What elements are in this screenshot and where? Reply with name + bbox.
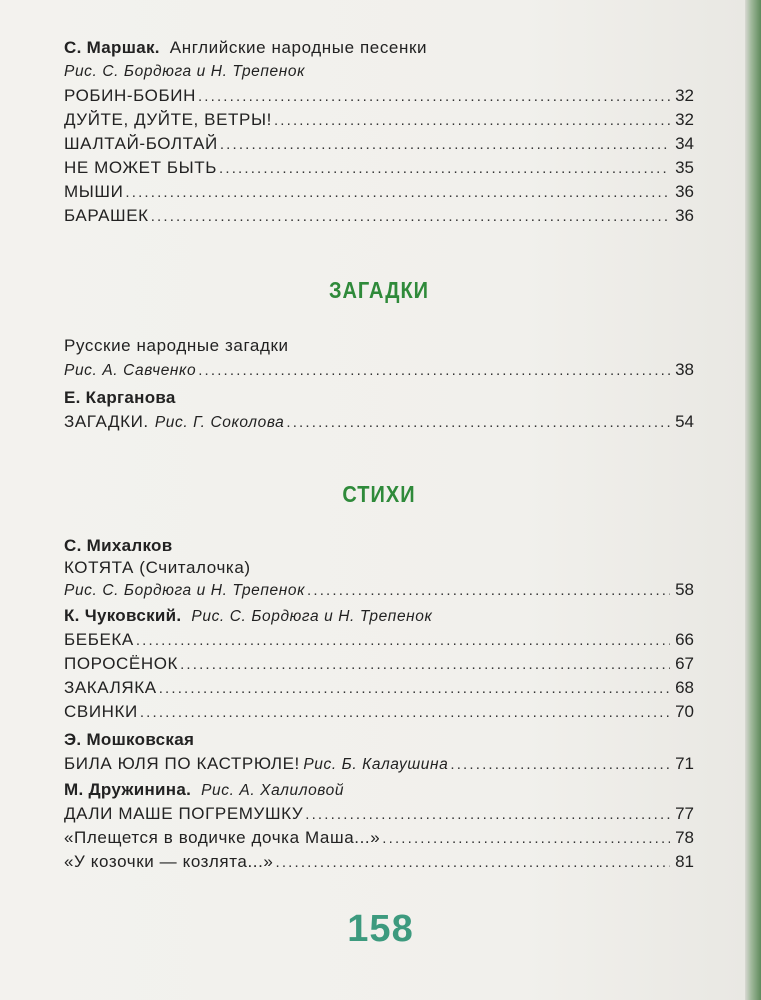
toc-entry [64, 678, 694, 699]
toc-entry [64, 804, 694, 825]
dot-leader [140, 703, 670, 723]
dot-leader [286, 413, 670, 433]
entry-page: 32 [675, 110, 694, 129]
page-number: 158 [347, 908, 414, 950]
entry-page: 34 [675, 134, 694, 153]
entry-page: 36 [675, 182, 694, 201]
toc-entry [64, 412, 694, 433]
section-heading-zagadki: ЗАГАДКИ [328, 278, 430, 304]
entry-title: ШАЛТАЙ-БОЛТАЙ [64, 134, 218, 153]
toc-entry [64, 360, 694, 381]
dot-leader [198, 87, 670, 107]
dot-leader [274, 111, 670, 131]
entry-page: 35 [675, 158, 694, 177]
dot-leader [151, 207, 670, 227]
entry-title: ДАЛИ МАШЕ ПОГРЕМУШКУ [64, 804, 304, 823]
entry-page: 67 [675, 654, 694, 673]
marshak-illustrators [64, 62, 694, 82]
toc-entry [64, 134, 694, 155]
author-name: Э. Мошковская [64, 730, 195, 749]
author-name: К. Чуковский. [64, 606, 182, 625]
entry-page: 70 [675, 702, 694, 721]
toc-entry [64, 182, 694, 203]
karganova-heading [64, 388, 694, 408]
entry-title: ПОРОСЁНОК [64, 654, 179, 673]
entry-title: «У козочки — козлята...» [64, 852, 274, 871]
dot-leader [198, 361, 670, 381]
entry-title: БИЛА ЮЛЯ ПО КАСТРЮЛЕ! [64, 754, 300, 773]
marshak-heading [64, 38, 694, 58]
section-heading-stikhi: СТИХИ [342, 482, 416, 508]
dot-leader [276, 853, 671, 873]
entry-title: ЗАГАДКИ. [64, 412, 149, 431]
dot-leader [307, 581, 670, 601]
toc-entry [64, 754, 694, 775]
entry-page: 77 [675, 804, 694, 823]
entry-page: 78 [675, 828, 694, 847]
toc-entry [64, 86, 694, 107]
entry-page: 71 [675, 754, 694, 773]
entry-page: 54 [675, 412, 694, 431]
toc-entry [64, 206, 694, 227]
page-edge [745, 0, 761, 1000]
author-name: М. Дружинина. [64, 780, 192, 799]
entry-page: 81 [675, 852, 694, 871]
dot-leader [180, 655, 670, 675]
entry-page: 38 [675, 360, 694, 379]
entry-title: «Плещется в водичке дочка Маша...» [64, 828, 381, 847]
entry-title: РОБИН-БОБИН [64, 86, 196, 105]
druzhinina-heading [64, 780, 694, 801]
toc-entry [64, 654, 694, 675]
illustrators-note: Рис. С. Бордюга и Н. Трепенок [191, 608, 433, 625]
entry-title: ДУЙТЕ, ДУЙТЕ, ВЕТРЫ! [64, 110, 272, 129]
entry-title: БЕБЕКА [64, 630, 134, 649]
dot-leader [220, 135, 670, 155]
entry-page: 66 [675, 630, 694, 649]
toc-entry [64, 702, 694, 723]
toc-entry [64, 828, 694, 849]
dot-leader [125, 183, 670, 203]
toc-entry [64, 110, 694, 131]
entry-page: 68 [675, 678, 694, 697]
riddles-heading [64, 336, 694, 356]
collection-title: Английские народные песенки [169, 38, 428, 57]
toc-entry [64, 630, 694, 651]
dot-leader [305, 805, 670, 825]
moshkovskaya-heading [64, 730, 694, 750]
dot-leader [450, 755, 670, 775]
dot-leader [136, 631, 670, 651]
entry-title: ЗАКАЛЯКА [64, 678, 157, 697]
mikhalkov-heading [64, 536, 694, 556]
illustrators-note: Рис. А. Халиловой [201, 782, 345, 799]
entry-title: МЫШИ [64, 182, 124, 201]
toc-entry [64, 852, 694, 873]
illustrators-note: Рис. Б. Калаушина [303, 756, 449, 773]
entry-title: КОТЯТА (Считалочка) [64, 558, 251, 577]
illustrators-note: Рис. Г. Соколова [154, 414, 285, 431]
author-name: Е. Карганова [64, 388, 176, 407]
illustrators-note: Рис. А. Савченко [64, 362, 197, 379]
illustrators-note: Рис. С. Бордюга и Н. Трепенок [64, 63, 306, 80]
chukovsky-heading [64, 606, 694, 627]
author-name: С. Михалков [64, 536, 173, 555]
entry-page: 58 [675, 580, 694, 599]
toc-entry [64, 158, 694, 179]
author-name: С. Маршак. [64, 38, 160, 57]
entry-page: 32 [675, 86, 694, 105]
poem-title-line [64, 558, 694, 578]
entry-title: НЕ МОЖЕТ БЫТЬ [64, 158, 218, 177]
dot-leader [382, 829, 670, 849]
dot-leader [219, 159, 670, 179]
dot-leader [159, 679, 670, 699]
entry-title: БАРАШЕК [64, 206, 149, 225]
entry-title: СВИНКИ [64, 702, 138, 721]
entry-page: 36 [675, 206, 694, 225]
illustrators-note: Рис. С. Бордюга и Н. Трепенок [64, 582, 306, 599]
toc-entry [64, 580, 694, 601]
collection-title: Русские народные загадки [64, 336, 289, 355]
